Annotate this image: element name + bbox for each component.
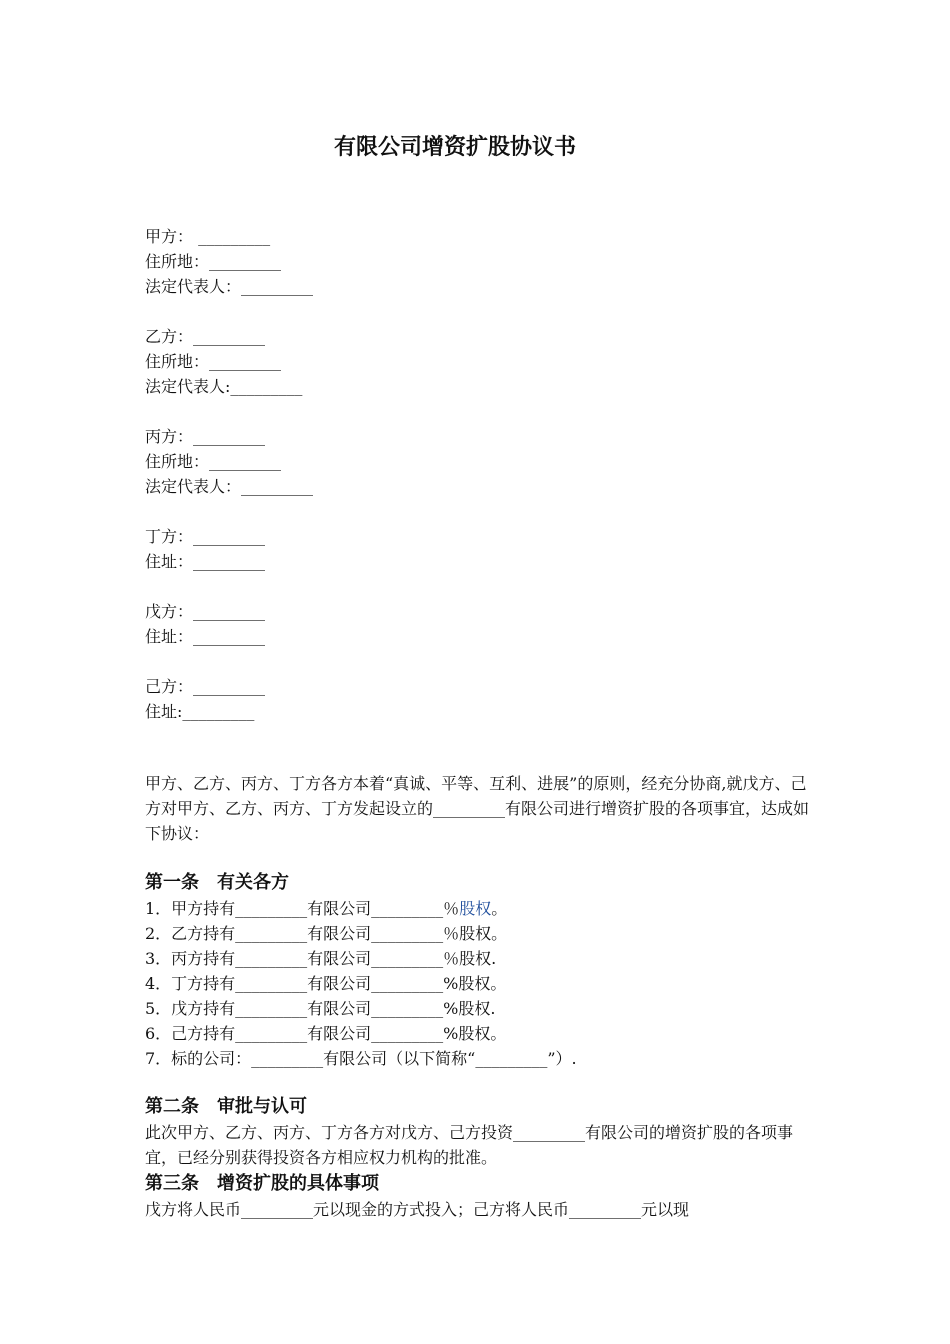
party-yi xyxy=(145,324,313,399)
party-bing xyxy=(145,424,313,499)
party-name-line: 丙方：_________ xyxy=(145,427,266,446)
party-address-line: 住所地：_________ xyxy=(145,252,282,271)
intro-paragraph: 甲方、乙方、丙方、丁方各方本着“真诚、平等、互利、进展”的原则，经充分协商,就戊方、己方对甲方、乙方、丙方、丁方发起设立的_________有限公司进行增资扩股的各项事宜，达成如下协议： xyxy=(145,774,810,843)
article-1-item: 3．丙方持有_________有限公司_________％股权. xyxy=(145,949,497,968)
party-name-line: 甲方： _________ xyxy=(145,227,271,246)
article-2-text: 此次甲方、乙方、丙方、丁方各方对戊方、己方投资_________有限公司的增资扩股的各项事宜，已经分别获得投资各方相应权力机构的批准。 xyxy=(145,1123,794,1167)
party-address-line: 住所地：_________ xyxy=(145,452,282,471)
articles-2-3 xyxy=(145,1093,810,1222)
article-1-item: 2．乙方持有_________有限公司_________％股权。 xyxy=(145,924,508,943)
article-3-text: 戊方将人民币_________元以现金的方式投入；己方将人民币_________元以现 xyxy=(145,1200,690,1219)
item-text: 1．甲方持有_________有限公司_________％ xyxy=(145,899,460,918)
party-ding xyxy=(145,524,313,574)
party-address-line: 住址：_________ xyxy=(145,552,266,571)
party-name-line: 戊方：_________ xyxy=(145,602,266,621)
item-suffix: 。 xyxy=(491,899,508,918)
article-1 xyxy=(145,869,810,1071)
party-representative-line: 法定代表人：_________ xyxy=(145,277,314,296)
party-ji xyxy=(145,674,313,724)
article-1-item xyxy=(145,896,810,921)
article-1-item: 4．丁方持有_________有限公司_________%股权。 xyxy=(145,974,507,993)
party-address-line: 住所地：_________ xyxy=(145,352,282,371)
party-address-line: 住址:_________ xyxy=(145,702,255,721)
party-name-line: 乙方：_________ xyxy=(145,327,266,346)
party-name-line: 己方：_________ xyxy=(145,677,266,696)
party-name-line: 丁方：_________ xyxy=(145,527,266,546)
party-representative-line: 法定代表人:_________ xyxy=(145,377,303,396)
equity-link[interactable]: 股权 xyxy=(459,899,492,918)
article-1-item: 6．己方持有_________有限公司_________%股权。 xyxy=(145,1024,507,1043)
party-representative-line: 法定代表人：_________ xyxy=(145,477,314,496)
article-3-heading: 第三条 增资扩股的具体事项 xyxy=(145,1173,379,1194)
article-1-heading: 第一条 有关各方 xyxy=(145,872,289,893)
party-address-line: 住址：_________ xyxy=(145,627,266,646)
document-title: 有限公司增资扩股协议书 xyxy=(333,135,576,160)
parties-list xyxy=(145,224,313,749)
article-2-heading: 第二条 审批与认可 xyxy=(145,1096,307,1117)
article-1-item: 5．戊方持有_________有限公司_________%股权. xyxy=(145,999,496,1018)
party-wu xyxy=(145,599,313,649)
party-jia xyxy=(145,224,313,299)
article-1-item: 7．标的公司：_________有限公司（以下简称“_________”）. xyxy=(145,1049,577,1068)
